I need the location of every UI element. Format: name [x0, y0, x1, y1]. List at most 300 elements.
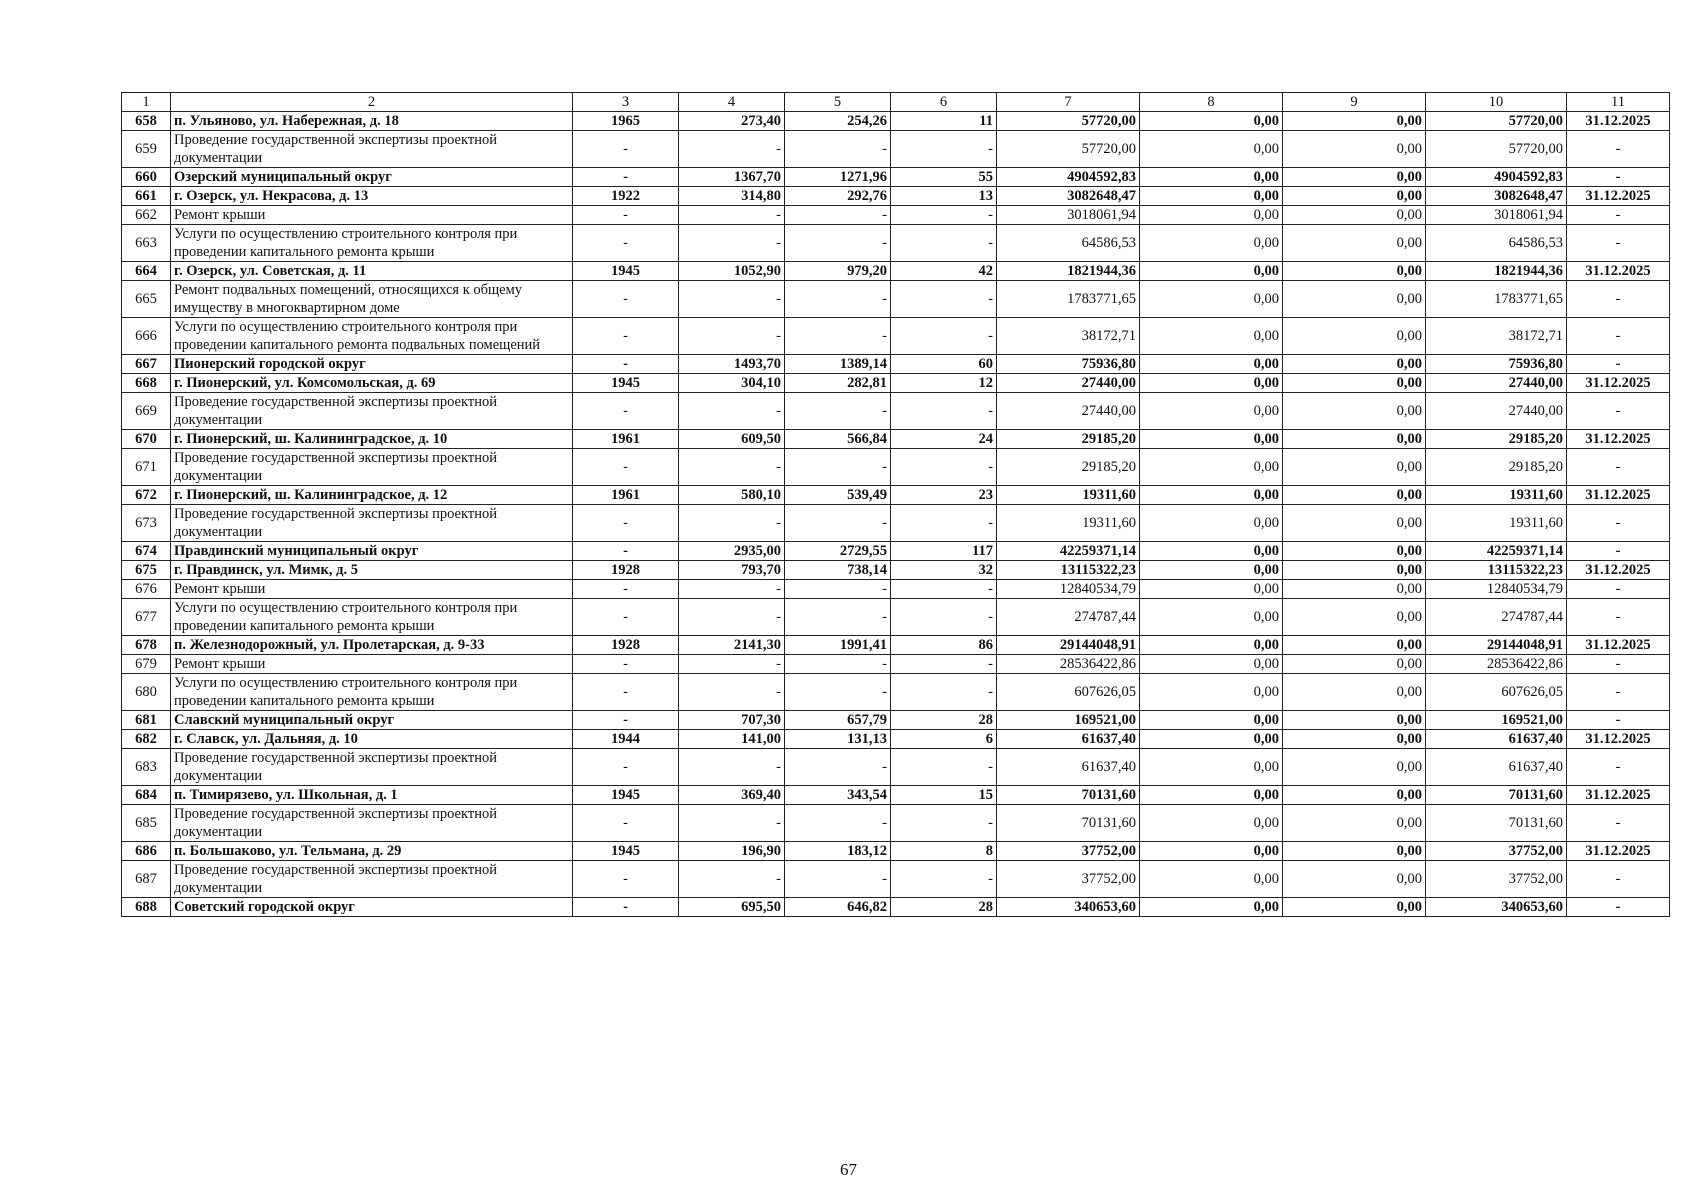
budget-cost-cell: 0,00 [1283, 131, 1426, 168]
living-area-cell: - [785, 599, 891, 636]
budget-cost-cell: 0,00 [1283, 187, 1426, 206]
total-cost-cell: 61637,40 [997, 730, 1140, 749]
item-name-cell: г. Озерск, ул. Некрасова, д. 13 [171, 187, 573, 206]
fund-cost-cell: 0,00 [1140, 206, 1283, 225]
total-cost-cell: 29185,20 [997, 449, 1140, 486]
item-name-cell: Ремонт крыши [171, 580, 573, 599]
item-name-cell: Ремонт крыши [171, 655, 573, 674]
living-area-cell: 657,79 [785, 711, 891, 730]
owner-cost-cell: 75936,80 [1426, 355, 1567, 374]
total-cost-cell: 38172,71 [997, 318, 1140, 355]
year-built-cell: - [573, 449, 679, 486]
budget-cost-cell: 0,00 [1283, 898, 1426, 917]
fund-cost-cell: 0,00 [1140, 131, 1283, 168]
living-area-cell: 282,81 [785, 374, 891, 393]
living-area-cell: 979,20 [785, 262, 891, 281]
living-area-cell: 566,84 [785, 430, 891, 449]
budget-cost-cell: 0,00 [1283, 486, 1426, 505]
budget-cost-cell: 0,00 [1283, 805, 1426, 842]
completion-date-cell: 31.12.2025 [1567, 786, 1670, 805]
budget-cost-cell: 0,00 [1283, 449, 1426, 486]
total-area-cell: 1493,70 [679, 355, 785, 374]
row-number-cell: 687 [122, 861, 171, 898]
budget-cost-cell: 0,00 [1283, 355, 1426, 374]
fund-cost-cell: 0,00 [1140, 318, 1283, 355]
completion-date-cell: 31.12.2025 [1567, 730, 1670, 749]
completion-date-cell: - [1567, 355, 1670, 374]
completion-date-cell: - [1567, 168, 1670, 187]
table-row [122, 898, 1670, 917]
column-header: 7 [997, 93, 1140, 112]
year-built-cell: - [573, 206, 679, 225]
completion-date-cell: 31.12.2025 [1567, 486, 1670, 505]
residents-cell: - [891, 281, 997, 318]
column-header: 2 [171, 93, 573, 112]
table-row [122, 355, 1670, 374]
column-header: 8 [1140, 93, 1283, 112]
year-built-cell: - [573, 861, 679, 898]
residents-cell: - [891, 505, 997, 542]
living-area-cell: 131,13 [785, 730, 891, 749]
row-number-cell: 688 [122, 898, 171, 917]
residents-cell: 55 [891, 168, 997, 187]
completion-date-cell: - [1567, 674, 1670, 711]
fund-cost-cell: 0,00 [1140, 599, 1283, 636]
table-row [122, 861, 1670, 898]
total-cost-cell: 28536422,86 [997, 655, 1140, 674]
residents-cell: 8 [891, 842, 997, 861]
residents-cell: - [891, 805, 997, 842]
table-row [122, 805, 1670, 842]
completion-date-cell: - [1567, 318, 1670, 355]
owner-cost-cell: 70131,60 [1426, 786, 1567, 805]
owner-cost-cell: 61637,40 [1426, 749, 1567, 786]
total-cost-cell: 13115322,23 [997, 561, 1140, 580]
item-name-cell: г. Славск, ул. Дальняя, д. 10 [171, 730, 573, 749]
owner-cost-cell: 3082648,47 [1426, 187, 1567, 206]
residents-cell: 13 [891, 187, 997, 206]
owner-cost-cell: 29144048,91 [1426, 636, 1567, 655]
total-area-cell: 1052,90 [679, 262, 785, 281]
living-area-cell: - [785, 131, 891, 168]
fund-cost-cell: 0,00 [1140, 655, 1283, 674]
owner-cost-cell: 57720,00 [1426, 112, 1567, 131]
total-cost-cell: 3082648,47 [997, 187, 1140, 206]
total-area-cell: - [679, 131, 785, 168]
fund-cost-cell: 0,00 [1140, 355, 1283, 374]
fund-cost-cell: 0,00 [1140, 374, 1283, 393]
residents-cell: - [891, 206, 997, 225]
residents-cell: - [891, 449, 997, 486]
table-row [122, 168, 1670, 187]
completion-date-cell: - [1567, 599, 1670, 636]
row-number-cell: 682 [122, 730, 171, 749]
total-area-cell: - [679, 655, 785, 674]
item-name-cell: Проведение государственной экспертизы проектной документации [171, 749, 573, 786]
living-area-cell: 183,12 [785, 842, 891, 861]
item-name-cell: Услуги по осуществлению строительного контроля при проведении капитального ремонта крыши [171, 599, 573, 636]
item-name-cell: Услуги по осуществлению строительного контроля при проведении капитального ремонта подвальных помещений [171, 318, 573, 355]
budget-cost-cell: 0,00 [1283, 711, 1426, 730]
year-built-cell: 1922 [573, 187, 679, 206]
owner-cost-cell: 29185,20 [1426, 430, 1567, 449]
owner-cost-cell: 3018061,94 [1426, 206, 1567, 225]
row-number-cell: 668 [122, 374, 171, 393]
completion-date-cell: 31.12.2025 [1567, 374, 1670, 393]
residents-cell: - [891, 131, 997, 168]
page-number: 67 [840, 1160, 857, 1179]
row-number-cell: 680 [122, 674, 171, 711]
fund-cost-cell: 0,00 [1140, 842, 1283, 861]
total-cost-cell: 57720,00 [997, 112, 1140, 131]
owner-cost-cell: 169521,00 [1426, 711, 1567, 730]
item-name-cell: Озерский муниципальный округ [171, 168, 573, 187]
residents-cell: 42 [891, 262, 997, 281]
table-row [122, 842, 1670, 861]
fund-cost-cell: 0,00 [1140, 430, 1283, 449]
total-cost-cell: 274787,44 [997, 599, 1140, 636]
item-name-cell: п. Большаково, ул. Тельмана, д. 29 [171, 842, 573, 861]
row-number-cell: 676 [122, 580, 171, 599]
total-cost-cell: 57720,00 [997, 131, 1140, 168]
column-header: 6 [891, 93, 997, 112]
fund-cost-cell: 0,00 [1140, 561, 1283, 580]
item-name-cell: г. Пионерский, ул. Комсомольская, д. 69 [171, 374, 573, 393]
row-number-cell: 675 [122, 561, 171, 580]
residents-cell: - [891, 393, 997, 430]
residents-cell: 32 [891, 561, 997, 580]
living-area-cell: 1991,41 [785, 636, 891, 655]
item-name-cell: Проведение государственной экспертизы проектной документации [171, 131, 573, 168]
item-name-cell: г. Пионерский, ш. Калининградское, д. 10 [171, 430, 573, 449]
table-row [122, 112, 1670, 131]
table-row [122, 225, 1670, 262]
row-number-cell: 684 [122, 786, 171, 805]
row-number-cell: 661 [122, 187, 171, 206]
completion-date-cell: - [1567, 131, 1670, 168]
fund-cost-cell: 0,00 [1140, 861, 1283, 898]
total-cost-cell: 37752,00 [997, 861, 1140, 898]
completion-date-cell: - [1567, 711, 1670, 730]
row-number-cell: 685 [122, 805, 171, 842]
living-area-cell: - [785, 206, 891, 225]
owner-cost-cell: 37752,00 [1426, 842, 1567, 861]
budget-cost-cell: 0,00 [1283, 861, 1426, 898]
total-area-cell: - [679, 861, 785, 898]
total-cost-cell: 340653,60 [997, 898, 1140, 917]
completion-date-cell: - [1567, 898, 1670, 917]
row-number-cell: 673 [122, 505, 171, 542]
budget-cost-cell: 0,00 [1283, 374, 1426, 393]
residents-cell: - [891, 749, 997, 786]
column-header: 3 [573, 93, 679, 112]
completion-date-cell: 31.12.2025 [1567, 561, 1670, 580]
column-header: 10 [1426, 93, 1567, 112]
year-built-cell: - [573, 318, 679, 355]
year-built-cell: 1961 [573, 430, 679, 449]
year-built-cell: 1928 [573, 561, 679, 580]
column-header: 5 [785, 93, 891, 112]
total-cost-cell: 70131,60 [997, 786, 1140, 805]
owner-cost-cell: 1821944,36 [1426, 262, 1567, 281]
item-name-cell: Проведение государственной экспертизы проектной документации [171, 505, 573, 542]
fund-cost-cell: 0,00 [1140, 711, 1283, 730]
budget-cost-cell: 0,00 [1283, 636, 1426, 655]
residents-cell: - [891, 225, 997, 262]
fund-cost-cell: 0,00 [1140, 636, 1283, 655]
row-number-cell: 665 [122, 281, 171, 318]
column-header: 1 [122, 93, 171, 112]
year-built-cell: 1945 [573, 262, 679, 281]
row-number-cell: 659 [122, 131, 171, 168]
owner-cost-cell: 38172,71 [1426, 318, 1567, 355]
year-built-cell: 1928 [573, 636, 679, 655]
total-area-cell: 369,40 [679, 786, 785, 805]
table-row [122, 318, 1670, 355]
row-number-cell: 678 [122, 636, 171, 655]
table-row [122, 486, 1670, 505]
row-number-cell: 667 [122, 355, 171, 374]
total-area-cell: - [679, 749, 785, 786]
total-cost-cell: 1783771,65 [997, 281, 1140, 318]
fund-cost-cell: 0,00 [1140, 262, 1283, 281]
year-built-cell: 1945 [573, 374, 679, 393]
year-built-cell: 1965 [573, 112, 679, 131]
table-row [122, 393, 1670, 430]
residents-cell: - [891, 318, 997, 355]
budget-cost-cell: 0,00 [1283, 599, 1426, 636]
column-number-row [122, 93, 1670, 112]
owner-cost-cell: 29185,20 [1426, 449, 1567, 486]
total-area-cell: 304,10 [679, 374, 785, 393]
owner-cost-cell: 27440,00 [1426, 374, 1567, 393]
year-built-cell: - [573, 281, 679, 318]
completion-date-cell: - [1567, 805, 1670, 842]
table-row [122, 711, 1670, 730]
year-built-cell: - [573, 749, 679, 786]
year-built-cell: - [573, 580, 679, 599]
owner-cost-cell: 57720,00 [1426, 131, 1567, 168]
year-built-cell: - [573, 805, 679, 842]
completion-date-cell: - [1567, 505, 1670, 542]
table-row [122, 674, 1670, 711]
living-area-cell: - [785, 749, 891, 786]
fund-cost-cell: 0,00 [1140, 486, 1283, 505]
completion-date-cell: - [1567, 861, 1670, 898]
total-area-cell: - [679, 599, 785, 636]
row-number-cell: 677 [122, 599, 171, 636]
owner-cost-cell: 64586,53 [1426, 225, 1567, 262]
total-cost-cell: 19311,60 [997, 486, 1140, 505]
residents-cell: 15 [891, 786, 997, 805]
budget-cost-cell: 0,00 [1283, 561, 1426, 580]
row-number-cell: 674 [122, 542, 171, 561]
year-built-cell: - [573, 168, 679, 187]
year-built-cell: - [573, 655, 679, 674]
completion-date-cell: - [1567, 749, 1670, 786]
total-area-cell: 793,70 [679, 561, 785, 580]
owner-cost-cell: 19311,60 [1426, 486, 1567, 505]
row-number-cell: 670 [122, 430, 171, 449]
completion-date-cell: - [1567, 449, 1670, 486]
fund-cost-cell: 0,00 [1140, 674, 1283, 711]
total-area-cell: 1367,70 [679, 168, 785, 187]
owner-cost-cell: 607626,05 [1426, 674, 1567, 711]
table-row [122, 749, 1670, 786]
budget-cost-cell: 0,00 [1283, 430, 1426, 449]
item-name-cell: Славский муниципальный округ [171, 711, 573, 730]
owner-cost-cell: 340653,60 [1426, 898, 1567, 917]
total-area-cell: - [679, 805, 785, 842]
budget-cost-cell: 0,00 [1283, 168, 1426, 187]
budget-cost-cell: 0,00 [1283, 318, 1426, 355]
owner-cost-cell: 37752,00 [1426, 861, 1567, 898]
column-header: 9 [1283, 93, 1426, 112]
fund-cost-cell: 0,00 [1140, 749, 1283, 786]
completion-date-cell: - [1567, 542, 1670, 561]
owner-cost-cell: 13115322,23 [1426, 561, 1567, 580]
item-name-cell: Проведение государственной экспертизы проектной документации [171, 805, 573, 842]
year-built-cell: - [573, 131, 679, 168]
table-row [122, 262, 1670, 281]
residents-cell: - [891, 580, 997, 599]
total-cost-cell: 64586,53 [997, 225, 1140, 262]
living-area-cell: - [785, 805, 891, 842]
total-cost-cell: 27440,00 [997, 393, 1140, 430]
completion-date-cell: - [1567, 580, 1670, 599]
table-row [122, 786, 1670, 805]
completion-date-cell: 31.12.2025 [1567, 187, 1670, 206]
year-built-cell: - [573, 393, 679, 430]
table-row [122, 449, 1670, 486]
residents-cell: 60 [891, 355, 997, 374]
table-row [122, 206, 1670, 225]
fund-cost-cell: 0,00 [1140, 542, 1283, 561]
row-number-cell: 672 [122, 486, 171, 505]
budget-cost-cell: 0,00 [1283, 393, 1426, 430]
residents-cell: - [891, 599, 997, 636]
budget-cost-cell: 0,00 [1283, 505, 1426, 542]
completion-date-cell: - [1567, 655, 1670, 674]
living-area-cell: 1271,96 [785, 168, 891, 187]
table-body [122, 93, 1670, 917]
budget-cost-cell: 0,00 [1283, 749, 1426, 786]
table-row [122, 561, 1670, 580]
fund-cost-cell: 0,00 [1140, 393, 1283, 430]
total-cost-cell: 4904592,83 [997, 168, 1140, 187]
total-area-cell: - [679, 505, 785, 542]
owner-cost-cell: 28536422,86 [1426, 655, 1567, 674]
item-name-cell: п. Ульяново, ул. Набережная, д. 18 [171, 112, 573, 131]
owner-cost-cell: 12840534,79 [1426, 580, 1567, 599]
total-cost-cell: 29185,20 [997, 430, 1140, 449]
total-area-cell: 2141,30 [679, 636, 785, 655]
table-row [122, 131, 1670, 168]
owner-cost-cell: 274787,44 [1426, 599, 1567, 636]
total-area-cell: 695,50 [679, 898, 785, 917]
table-row [122, 655, 1670, 674]
year-built-cell: 1944 [573, 730, 679, 749]
total-area-cell: 196,90 [679, 842, 785, 861]
total-cost-cell: 169521,00 [997, 711, 1140, 730]
total-area-cell: - [679, 674, 785, 711]
living-area-cell: - [785, 225, 891, 262]
total-area-cell: - [679, 318, 785, 355]
fund-cost-cell: 0,00 [1140, 225, 1283, 262]
living-area-cell: 254,26 [785, 112, 891, 131]
item-name-cell: г. Пионерский, ш. Калининградское, д. 12 [171, 486, 573, 505]
residents-cell: 12 [891, 374, 997, 393]
living-area-cell: 539,49 [785, 486, 891, 505]
budget-cost-cell: 0,00 [1283, 281, 1426, 318]
year-built-cell: - [573, 711, 679, 730]
table-row [122, 187, 1670, 206]
fund-cost-cell: 0,00 [1140, 112, 1283, 131]
total-cost-cell: 75936,80 [997, 355, 1140, 374]
fund-cost-cell: 0,00 [1140, 786, 1283, 805]
year-built-cell: 1945 [573, 786, 679, 805]
fund-cost-cell: 0,00 [1140, 168, 1283, 187]
completion-date-cell: - [1567, 281, 1670, 318]
budget-cost-cell: 0,00 [1283, 655, 1426, 674]
item-name-cell: Советский городской округ [171, 898, 573, 917]
budget-cost-cell: 0,00 [1283, 842, 1426, 861]
total-cost-cell: 61637,40 [997, 749, 1140, 786]
total-area-cell: - [679, 580, 785, 599]
year-built-cell: - [573, 355, 679, 374]
budget-cost-cell: 0,00 [1283, 262, 1426, 281]
table-row [122, 636, 1670, 655]
table-row [122, 580, 1670, 599]
total-cost-cell: 1821944,36 [997, 262, 1140, 281]
total-area-cell: 580,10 [679, 486, 785, 505]
budget-cost-cell: 0,00 [1283, 112, 1426, 131]
year-built-cell: 1961 [573, 486, 679, 505]
row-number-cell: 681 [122, 711, 171, 730]
column-header: 4 [679, 93, 785, 112]
total-area-cell: - [679, 281, 785, 318]
total-cost-cell: 3018061,94 [997, 206, 1140, 225]
completion-date-cell: - [1567, 393, 1670, 430]
column-header: 11 [1567, 93, 1670, 112]
owner-cost-cell: 70131,60 [1426, 805, 1567, 842]
living-area-cell: - [785, 449, 891, 486]
total-cost-cell: 607626,05 [997, 674, 1140, 711]
living-area-cell: - [785, 580, 891, 599]
fund-cost-cell: 0,00 [1140, 898, 1283, 917]
residents-cell: 6 [891, 730, 997, 749]
year-built-cell: 1945 [573, 842, 679, 861]
table-row [122, 505, 1670, 542]
total-area-cell: - [679, 393, 785, 430]
row-number-cell: 660 [122, 168, 171, 187]
fund-cost-cell: 0,00 [1140, 580, 1283, 599]
item-name-cell: Услуги по осуществлению строительного контроля при проведении капитального ремонта крыши [171, 674, 573, 711]
row-number-cell: 666 [122, 318, 171, 355]
row-number-cell: 664 [122, 262, 171, 281]
item-name-cell: г. Озерск, ул. Советская, д. 11 [171, 262, 573, 281]
year-built-cell: - [573, 674, 679, 711]
item-name-cell: Услуги по осуществлению строительного контроля при проведении капитального ремонта крыши [171, 225, 573, 262]
budget-cost-cell: 0,00 [1283, 580, 1426, 599]
fund-cost-cell: 0,00 [1140, 281, 1283, 318]
table-row [122, 599, 1670, 636]
budget-cost-cell: 0,00 [1283, 674, 1426, 711]
total-area-cell: 314,80 [679, 187, 785, 206]
total-cost-cell: 37752,00 [997, 842, 1140, 861]
residents-cell: 86 [891, 636, 997, 655]
table-row [122, 730, 1670, 749]
